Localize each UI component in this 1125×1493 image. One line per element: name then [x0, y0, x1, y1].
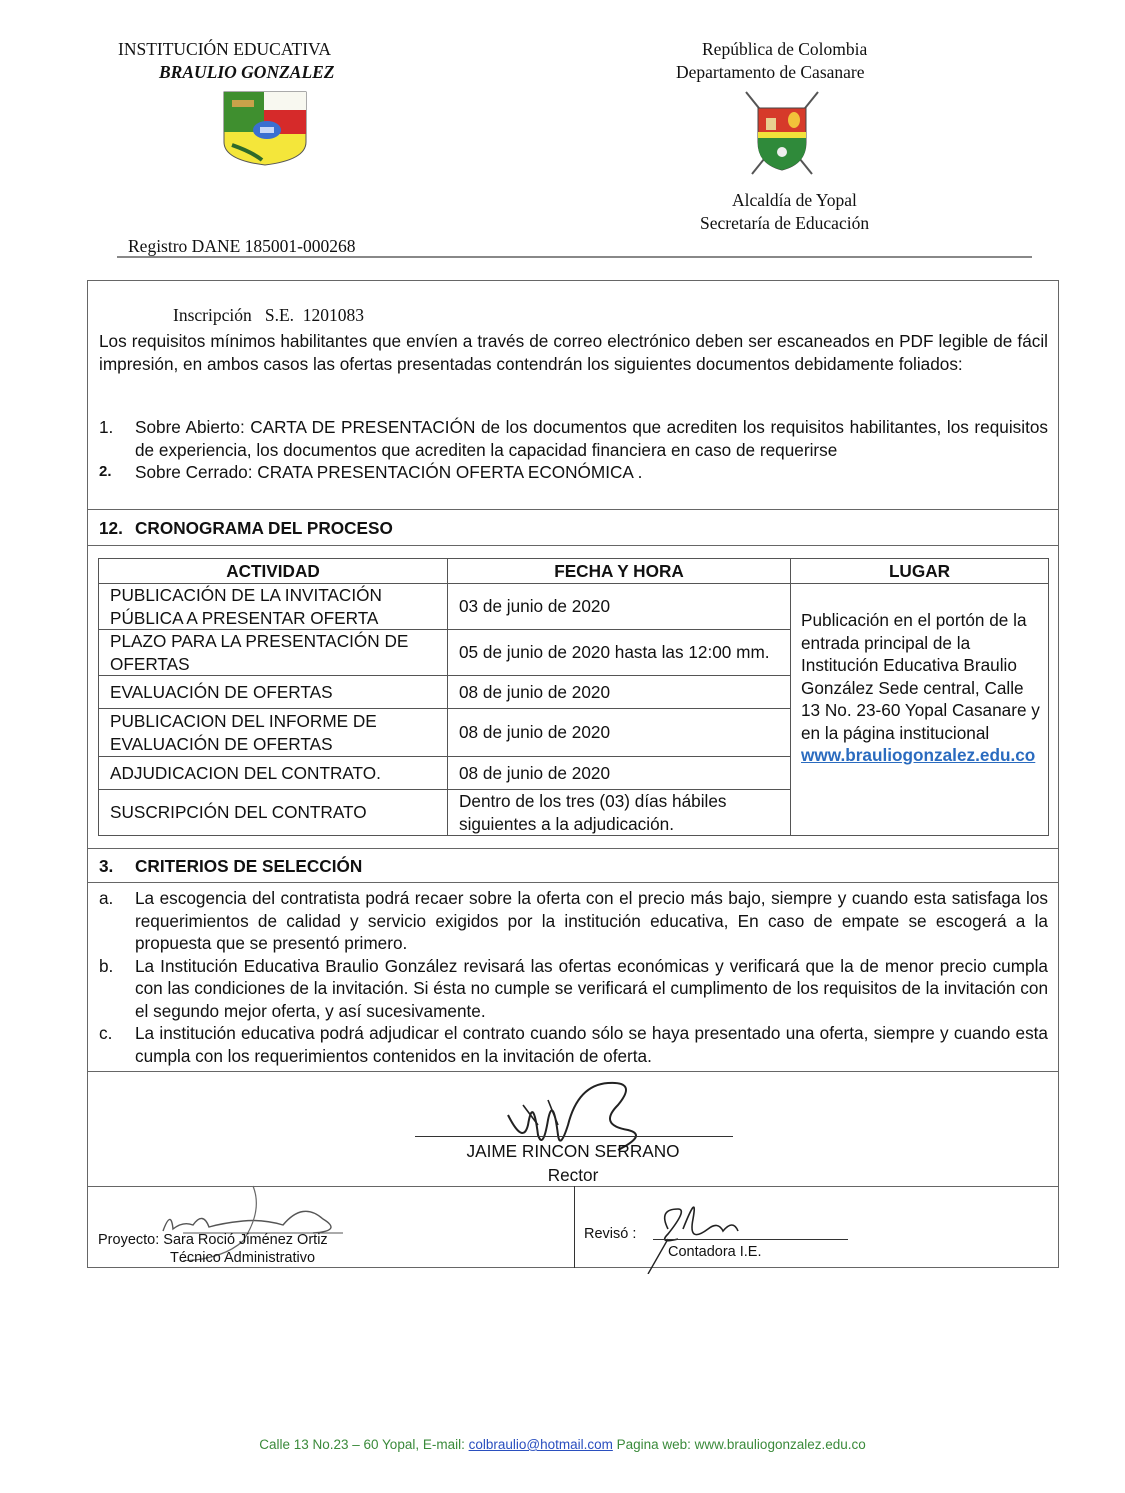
alcaldia-block	[700, 189, 869, 235]
list-letter: a.	[99, 888, 114, 908]
rector-name: JAIME RINCON SERRANO	[466, 1141, 680, 1161]
website-link[interactable]: www.brauliogonzalez.edu.co	[801, 745, 1036, 765]
list-letter: b.	[99, 955, 114, 976]
list-letter: c.	[99, 1023, 113, 1043]
proyecto-label: Proyecto: Sara Roció Jiménez Ortiz	[98, 1232, 328, 1248]
registro-dane: Registro DANE 185001-000268	[128, 236, 356, 256]
list-number: 1.	[99, 417, 114, 437]
document-frame	[87, 280, 1059, 1268]
casanare-coat-of-arms-icon	[742, 90, 822, 176]
reviso-label: Revisó :	[584, 1226, 637, 1242]
intro-list	[99, 416, 1048, 484]
cell-actividad: SUSCRIPCIÓN DEL CONTRATO	[99, 790, 448, 836]
alcaldia: Alcaldía de Yopal	[732, 190, 857, 210]
institution-header	[118, 38, 408, 84]
list-item	[99, 461, 1048, 484]
reviso-signature-icon	[638, 1189, 758, 1279]
footer-address: Calle 13 No.23 – 60 Yopal, E-mail:	[259, 1437, 469, 1452]
cell-actividad: PLAZO PARA LA PRESENTACIÓN DE OFERTAS	[99, 630, 448, 676]
department: Departamento de Casanare	[676, 62, 865, 82]
lugar-text: Publicación en el portón de la entrada principal de la Institución Educativa Braulio González Sede central, Calle 13 No. 23-60 Yopal Casanare y en la página institucional	[801, 610, 1040, 743]
cell-actividad: EVALUACIÓN DE OFERTAS	[99, 676, 448, 709]
section-divider	[88, 1071, 1058, 1072]
list-text: Sobre Cerrado: CRATA PRESENTACIÓN OFERTA ECONÓMICA .	[135, 462, 643, 482]
list-number: 2.	[99, 463, 112, 480]
list-item	[99, 416, 1048, 461]
section-divider	[88, 848, 1058, 849]
section-divider	[88, 509, 1058, 510]
rector-signature-line	[415, 1136, 733, 1137]
section-title-criterios: 3. CRITERIOS DE SELECCIÓN	[99, 856, 363, 876]
cell-fecha: 08 de junio de 2020	[448, 709, 791, 757]
institution-line: INSTITUCIÓN EDUCATIVA	[118, 39, 332, 59]
list-item	[99, 1022, 1048, 1067]
section-divider	[88, 882, 1058, 883]
list-text: La institución educativa podrá adjudicar el contrato cuando sólo se haya presentado una oferta, siempre y cuando esta cumpla con los requerimientos contenidos en la invitación de oferta.	[135, 1023, 1048, 1066]
cell-fecha: 03 de junio de 2020	[448, 584, 791, 630]
institution-name: BRAULIO GONZALEZ	[159, 62, 335, 82]
cell-fecha: 05 de junio de 2020 hasta las 12:00 mm.	[448, 630, 791, 676]
signature-column-divider	[574, 1186, 575, 1268]
criterios-list	[99, 887, 1048, 1067]
footer-web: Pagina web: www.brauliogonzalez.edu.co	[612, 1437, 866, 1452]
section-divider	[88, 545, 1058, 546]
government-header	[676, 38, 906, 84]
footer-email-link[interactable]: colbraulio@hotmail.com	[468, 1437, 613, 1452]
page-footer	[0, 1437, 1125, 1452]
header-divider	[117, 256, 1032, 258]
cell-actividad: PUBLICACIÓN DE LA INVITACIÓN PÚBLICA A PRESENTAR OFERTA	[99, 584, 448, 630]
list-text: La escogencia del contratista podrá recaer sobre la oferta con el precio más bajo, siempre y cuando esta satisfaga los requerimientos de calidad y servicio exigidos por la institución educativa, En caso de empate se escogerá a la propuesta que se presentó primero.	[135, 888, 1048, 953]
list-item	[99, 887, 1048, 955]
column-header-actividad: ACTIVIDAD	[99, 559, 448, 584]
section-title-cronograma: 12. CRONOGRAMA DEL PROCESO	[99, 518, 393, 538]
column-header-fecha: FECHA Y HORA	[448, 559, 791, 584]
cell-actividad: ADJUDICACION DEL CONTRATO.	[99, 757, 448, 790]
cell-lugar	[791, 584, 1049, 836]
cell-fecha: 08 de junio de 2020	[448, 757, 791, 790]
reviso-signature-line	[653, 1239, 848, 1240]
cell-actividad: PUBLICACION DEL INFORME DE EVALUACIÓN DE OFERTAS	[99, 709, 448, 757]
rector-title: Rector	[547, 1165, 599, 1185]
table-header-row	[99, 559, 1049, 584]
schedule-table	[98, 558, 1049, 836]
inscripcion: Inscripción S.E. 1201083	[173, 305, 365, 325]
proyecto-role: Técnico Administrativo	[170, 1250, 316, 1266]
cell-fecha: 08 de junio de 2020	[448, 676, 791, 709]
table-row	[99, 584, 1049, 630]
list-item	[99, 955, 1048, 1023]
country: República de Colombia	[702, 39, 868, 59]
column-header-lugar: LUGAR	[791, 559, 1049, 584]
list-text: La Institución Educativa Braulio González revisará las ofertas económicas y verificará que la de menor precio cumpla con las condiciones de la invitación. Si ésta no cumple se verificará el cumplimento de los requisitos de la invitación con el segundo mejor oferta, y así sucesivamente.	[135, 955, 1048, 1021]
intro-paragraph: Los requisitos mínimos habilitantes que envíen a través de correo electrónico deben ser escaneados en PDF legible de fácil impresión, en ambos casos las ofertas presentadas contendrán los siguientes documentos debidamente foliados:	[99, 331, 1048, 374]
cell-fecha: Dentro de los tres (03) días hábiles siguientes a la adjudicación.	[448, 790, 791, 836]
list-text: Sobre Abierto: CARTA DE PRESENTACIÓN de los documentos que acrediten los requisitos habilitantes, los requisitos de experiencia, los documentos que acrediten la capacidad financiera en caso de requerirse	[135, 417, 1048, 460]
secretaria: Secretaría de Educación	[700, 213, 870, 233]
reviso-role: Contadora I.E.	[668, 1244, 762, 1260]
school-crest-icon	[222, 90, 308, 166]
